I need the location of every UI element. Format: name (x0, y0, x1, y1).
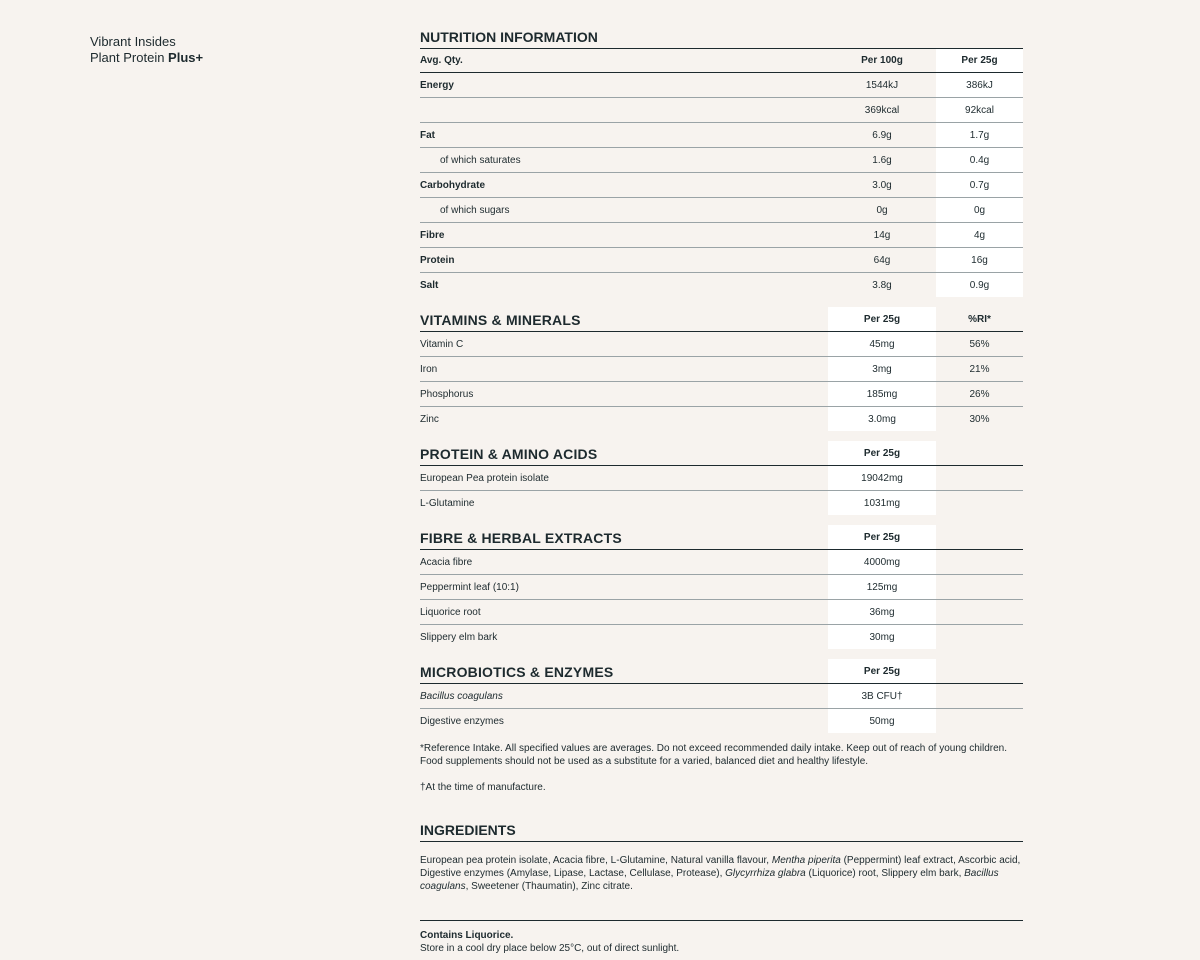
vitamins-title: VITAMINS & MINERALS (420, 312, 581, 328)
table-row (420, 123, 1023, 148)
protein-header (420, 441, 1023, 466)
micro-rows (420, 684, 1023, 733)
row-value: 0g (936, 198, 1023, 222)
micro-title: MICROBIOTICS & ENZYMES (420, 664, 614, 680)
table-row (420, 625, 1023, 649)
table-row (420, 173, 1023, 198)
row-label: Fibre (420, 229, 445, 241)
row-label: of which sugars (440, 204, 510, 216)
table-row (420, 575, 1023, 600)
row-value: 56% (969, 338, 990, 350)
brand-block (90, 34, 203, 66)
ingredients-text (420, 854, 1023, 893)
fibre-header (420, 525, 1023, 550)
vitamins-per-25g-header: Per 25g (828, 307, 936, 331)
table-row (420, 73, 1023, 98)
row-value: 14g (873, 229, 891, 241)
table-row (420, 550, 1023, 575)
row-value: 3.0mg (828, 407, 936, 431)
row-value: 4000mg (828, 550, 936, 574)
product-name (90, 50, 203, 66)
per-25g-header: Per 25g (936, 49, 1023, 72)
row-value: 1544kJ (865, 79, 899, 91)
product-name-main: Plant Protein (90, 50, 169, 65)
row-label: Protein (420, 254, 455, 266)
row-value: 3mg (828, 357, 936, 381)
micro-header (420, 659, 1023, 684)
empty-cell (936, 709, 1023, 733)
row-value: 50mg (828, 709, 936, 733)
fibre-rows (420, 550, 1023, 649)
per-100g-header: Per 100g (861, 55, 903, 66)
table-row (420, 148, 1023, 173)
row-label (420, 98, 828, 122)
row-value: 0g (876, 204, 888, 216)
row-value: 16g (936, 248, 1023, 272)
row-label: European Pea protein isolate (420, 472, 549, 484)
ingredients-part: European pea protein isolate, Acacia fibre, L-Glutamine, Natural vanilla flavour, (420, 855, 772, 866)
fibre-title: FIBRE & HERBAL EXTRACTS (420, 530, 622, 546)
vitamin-rows (420, 332, 1023, 431)
table-row (420, 491, 1023, 515)
table-row (420, 248, 1023, 273)
vitamins-ri-header: %RI* (968, 313, 991, 325)
row-value: 4g (936, 223, 1023, 247)
ingredients-latin: Bacillus coagulans (420, 868, 999, 892)
row-value: 6.9g (872, 129, 892, 141)
row-label: Salt (420, 279, 439, 291)
protein-title: PROTEIN & AMINO ACIDS (420, 446, 598, 462)
ingredients-latin: Mentha piperita (771, 855, 841, 866)
table-row (420, 407, 1023, 431)
ingredients-latin: Glycyrrhiza glabra (725, 868, 806, 879)
nutrition-panel (420, 26, 1023, 955)
table-row (420, 98, 1023, 123)
vitamins-header (420, 307, 1023, 332)
row-value: 45mg (828, 332, 936, 356)
row-label: Liquorice root (420, 606, 481, 618)
allergen-warning: Contains Liquorice. (420, 930, 514, 941)
table-row (420, 600, 1023, 625)
row-label: Acacia fibre (420, 556, 473, 568)
storage-instructions: Store in a cool dry place below 25°C, out of direct sunlight. (420, 943, 680, 954)
row-value: 3.0g (872, 179, 892, 191)
row-value: 1031mg (828, 491, 936, 515)
row-value: 125mg (828, 575, 936, 599)
ingredients-part: (Peppermint) leaf extract, Ascorbic acid, Digestive enzymes (Amylase, Lipase, Lactase, Cellulase, Protease), (420, 855, 1021, 879)
empty-cell (936, 625, 1023, 649)
brand-name: Vibrant Insides (90, 34, 176, 49)
row-value: 3.8g (872, 279, 892, 291)
row-label: Peppermint leaf (10:1) (420, 581, 519, 593)
row-label: Vitamin C (420, 338, 464, 350)
ingredients-part: (Liquorice) root, Slippery elm bark, (805, 868, 965, 879)
empty-cell (936, 684, 1023, 708)
table-row (420, 382, 1023, 407)
row-value: 30% (969, 413, 990, 425)
row-value: 36mg (828, 600, 936, 624)
row-label: Digestive enzymes (420, 715, 504, 727)
row-label: of which saturates (440, 154, 521, 166)
table-row (420, 332, 1023, 357)
protein-rows (420, 466, 1023, 515)
row-value: 21% (969, 363, 990, 375)
row-value: 1.6g (872, 154, 892, 166)
row-label: Carbohydrate (420, 179, 486, 191)
table-row (420, 684, 1023, 709)
row-value: 0.9g (936, 273, 1023, 297)
row-label: Slippery elm bark (420, 631, 498, 643)
row-label: Bacillus coagulans (420, 690, 503, 702)
ri-note: *Reference Intake. All specified values are averages. Do not exceed recommended daily intake. Keep out of reach of young children. Food supplements should not be used as a substitute for a varied, balanced diet and healthy lifestyle. (420, 743, 1008, 767)
nutrition-title: NUTRITION INFORMATION (420, 29, 598, 45)
row-label: L-Glutamine (420, 497, 475, 509)
row-label: Fat (420, 129, 435, 141)
row-value: 1.7g (936, 123, 1023, 147)
notes (420, 742, 1023, 794)
table-row (420, 273, 1023, 297)
empty-cell (936, 600, 1023, 624)
product-name-plus: Plus+ (168, 50, 204, 65)
fibre-per-25g-header: Per 25g (828, 525, 936, 549)
row-value: 19042mg (828, 466, 936, 490)
protein-per-25g-header: Per 25g (828, 441, 936, 465)
row-value: 369kcal (864, 104, 900, 116)
manufacture-note: †At the time of manufacture. (420, 782, 546, 793)
empty-cell (936, 550, 1023, 574)
row-value: 0.4g (936, 148, 1023, 172)
row-label: Zinc (420, 413, 439, 425)
row-label: Energy (420, 79, 454, 91)
row-value: 30mg (828, 625, 936, 649)
row-label: Iron (420, 363, 438, 375)
row-value: 92kcal (936, 98, 1023, 122)
row-value: 64g (873, 254, 891, 266)
footer-divider (420, 920, 1023, 921)
row-value: 386kJ (936, 73, 1023, 97)
footer (420, 929, 1023, 955)
row-label: Phosphorus (420, 388, 474, 400)
table-row (420, 466, 1023, 491)
empty-cell (936, 466, 1023, 490)
micro-per-25g-header: Per 25g (828, 659, 936, 683)
table-row (420, 709, 1023, 733)
nutrition-header-row (420, 49, 1023, 73)
table-row (420, 357, 1023, 382)
nutrition-title-bar (420, 26, 1023, 49)
row-value: 26% (969, 388, 990, 400)
empty-cell (936, 491, 1023, 515)
nutrition-rows (420, 73, 1023, 297)
avg-qty-header: Avg. Qty. (420, 55, 463, 66)
table-row (420, 223, 1023, 248)
row-value: 3B CFU† (828, 684, 936, 708)
ingredients-title: INGREDIENTS (420, 818, 1023, 842)
table-row (420, 198, 1023, 223)
row-value: 185mg (828, 382, 936, 406)
empty-cell (936, 575, 1023, 599)
row-value: 0.7g (936, 173, 1023, 197)
ingredients-part: , Sweetener (Thaumatin), Zinc citrate. (465, 881, 633, 892)
